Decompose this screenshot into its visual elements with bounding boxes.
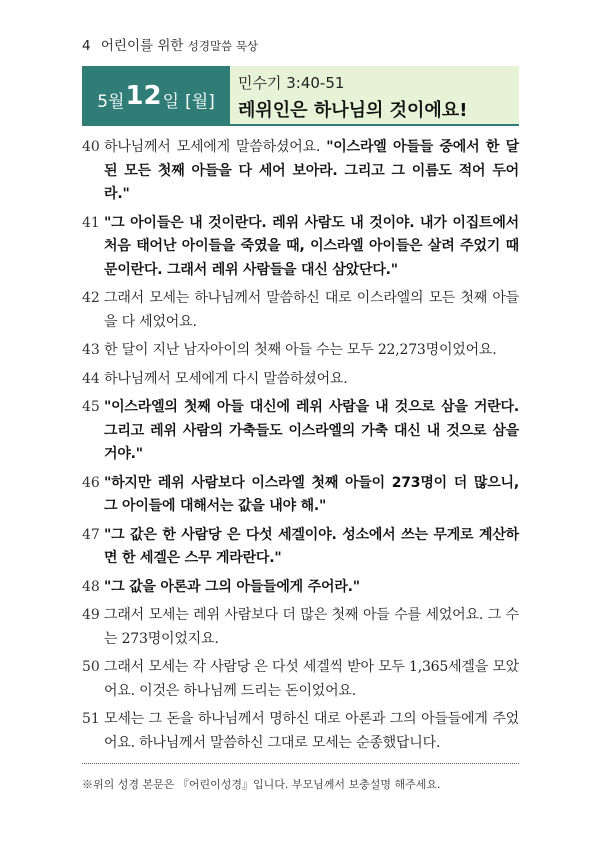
- verse-number: 47: [82, 526, 100, 543]
- verse-text: "그 아이들은 내 것이란다. 레위 사람도 내 것이야. 내가 이집트에서 처음 태어난 아이들을 죽였을 때, 이스라엘 아이들은 살려 주었기 때문이란다. 그래서 레위 사람들을 대신 삼았단다.": [104, 214, 519, 278]
- verse-number: 48: [82, 578, 100, 595]
- verse-48: [82, 576, 519, 600]
- verse-text: "그 값을 아론과 그의 아들들에게 주어라.": [104, 578, 360, 595]
- date-weekday: [월]: [185, 91, 215, 112]
- verse-49: [82, 604, 519, 651]
- verse-44: [82, 368, 519, 392]
- footnote: ※위의 성경 본문은 『어린이성경』입니다. 부모님께서 보충설명 해주세요.: [82, 778, 441, 791]
- verse-text-plain: 하나님께서 모세에게 말씀하셨어요.: [104, 139, 321, 155]
- verse-text: 그래서 모세는 하나님께서 말씀하신 대로 이스라엘의 모든 첫째 아들을 다 세었어요.: [104, 290, 519, 330]
- date-month: 5월: [97, 91, 125, 112]
- verse-45: [82, 396, 519, 467]
- verse-text: 한 달이 지난 남자아이의 첫째 아들 수는 모두 22,273명이었어요.: [104, 342, 497, 358]
- verse-number: 41: [82, 214, 100, 231]
- verse-text: 그래서 모세는 레위 사람보다 더 많은 첫째 아들 수를 세었어요. 그 수는 273명이었지요.: [104, 607, 519, 647]
- series-subtitle: 성경말씀 묵상: [187, 39, 259, 53]
- scripture-reference: 민수기 3:40-51: [238, 74, 345, 92]
- verse-number: 42: [82, 290, 100, 306]
- verse-text: "하지만 레위 사람보다 이스라엘 첫째 아들이 273명이 더 많으니, 그 아이들에 대해서는 값을 내야 해.": [104, 474, 519, 514]
- verse-43: [82, 339, 519, 363]
- verse-number: 51: [82, 711, 100, 727]
- verse-number: 46: [82, 474, 100, 491]
- verse-47: [82, 524, 519, 571]
- date-day: 12: [125, 81, 162, 111]
- verse-number: 45: [82, 399, 100, 415]
- verse-40: [82, 136, 519, 207]
- verse-text-quote: "이스라엘 아들들 중에서 한 달 된 모든 첫째 아들을 다 세어 보아라. 그리고 그 이름도 적어 두어라.": [104, 139, 519, 202]
- title-box: [230, 66, 519, 126]
- footer-divider: [82, 763, 519, 764]
- verse-text: 그래서 모세는 각 사람당 은 다섯 세겔씩 받아 모두 1,365세겔을 모았어요. 이것은 하나님께 드리는 돈이었어요.: [104, 659, 519, 699]
- verse-51: [82, 708, 519, 755]
- lesson-title: 레위인은 하나님의 것이에요!: [238, 100, 468, 121]
- verse-number: 49: [82, 607, 100, 623]
- verse-text: 모세는 그 돈을 하나님께서 명하신 대로 아론과 그의 아들들에게 주었어요. 하나님께서 말씀하신 그대로 모세는 순종했답니다.: [104, 711, 519, 751]
- verse-number: 40: [82, 139, 100, 155]
- verse-text: [104, 136, 519, 207]
- verse-number: 50: [82, 659, 100, 675]
- verse-list: [82, 136, 519, 760]
- running-header: [82, 34, 258, 54]
- verse-50: [82, 656, 519, 703]
- series-title: 어린이를 위한: [100, 38, 184, 54]
- verse-41: [82, 212, 519, 283]
- page-number: 4: [82, 38, 91, 54]
- verse-46: [82, 472, 519, 519]
- date-box: [82, 66, 230, 126]
- verse-text: 하나님께서 모세에게 다시 말씀하셨어요.: [104, 370, 348, 387]
- verse-number: 44: [82, 370, 100, 387]
- verse-text: "그 값은 한 사람당 은 다섯 세겔이야. 성소에서 쓰는 무게로 계산하면 한 세겔은 스무 게라란다.": [104, 526, 519, 566]
- date-day-suffix: 일: [162, 91, 180, 112]
- verse-text: "이스라엘의 첫째 아들 대신에 레위 사람을 내 것으로 삼을 거란다. 그리고 레위 사람의 가축들도 이스라엘의 가축 대신 내 것으로 삼을 거야.": [104, 399, 519, 462]
- verse-42: [82, 287, 519, 334]
- date-title-banner: [82, 66, 519, 126]
- verse-number: 43: [82, 342, 100, 358]
